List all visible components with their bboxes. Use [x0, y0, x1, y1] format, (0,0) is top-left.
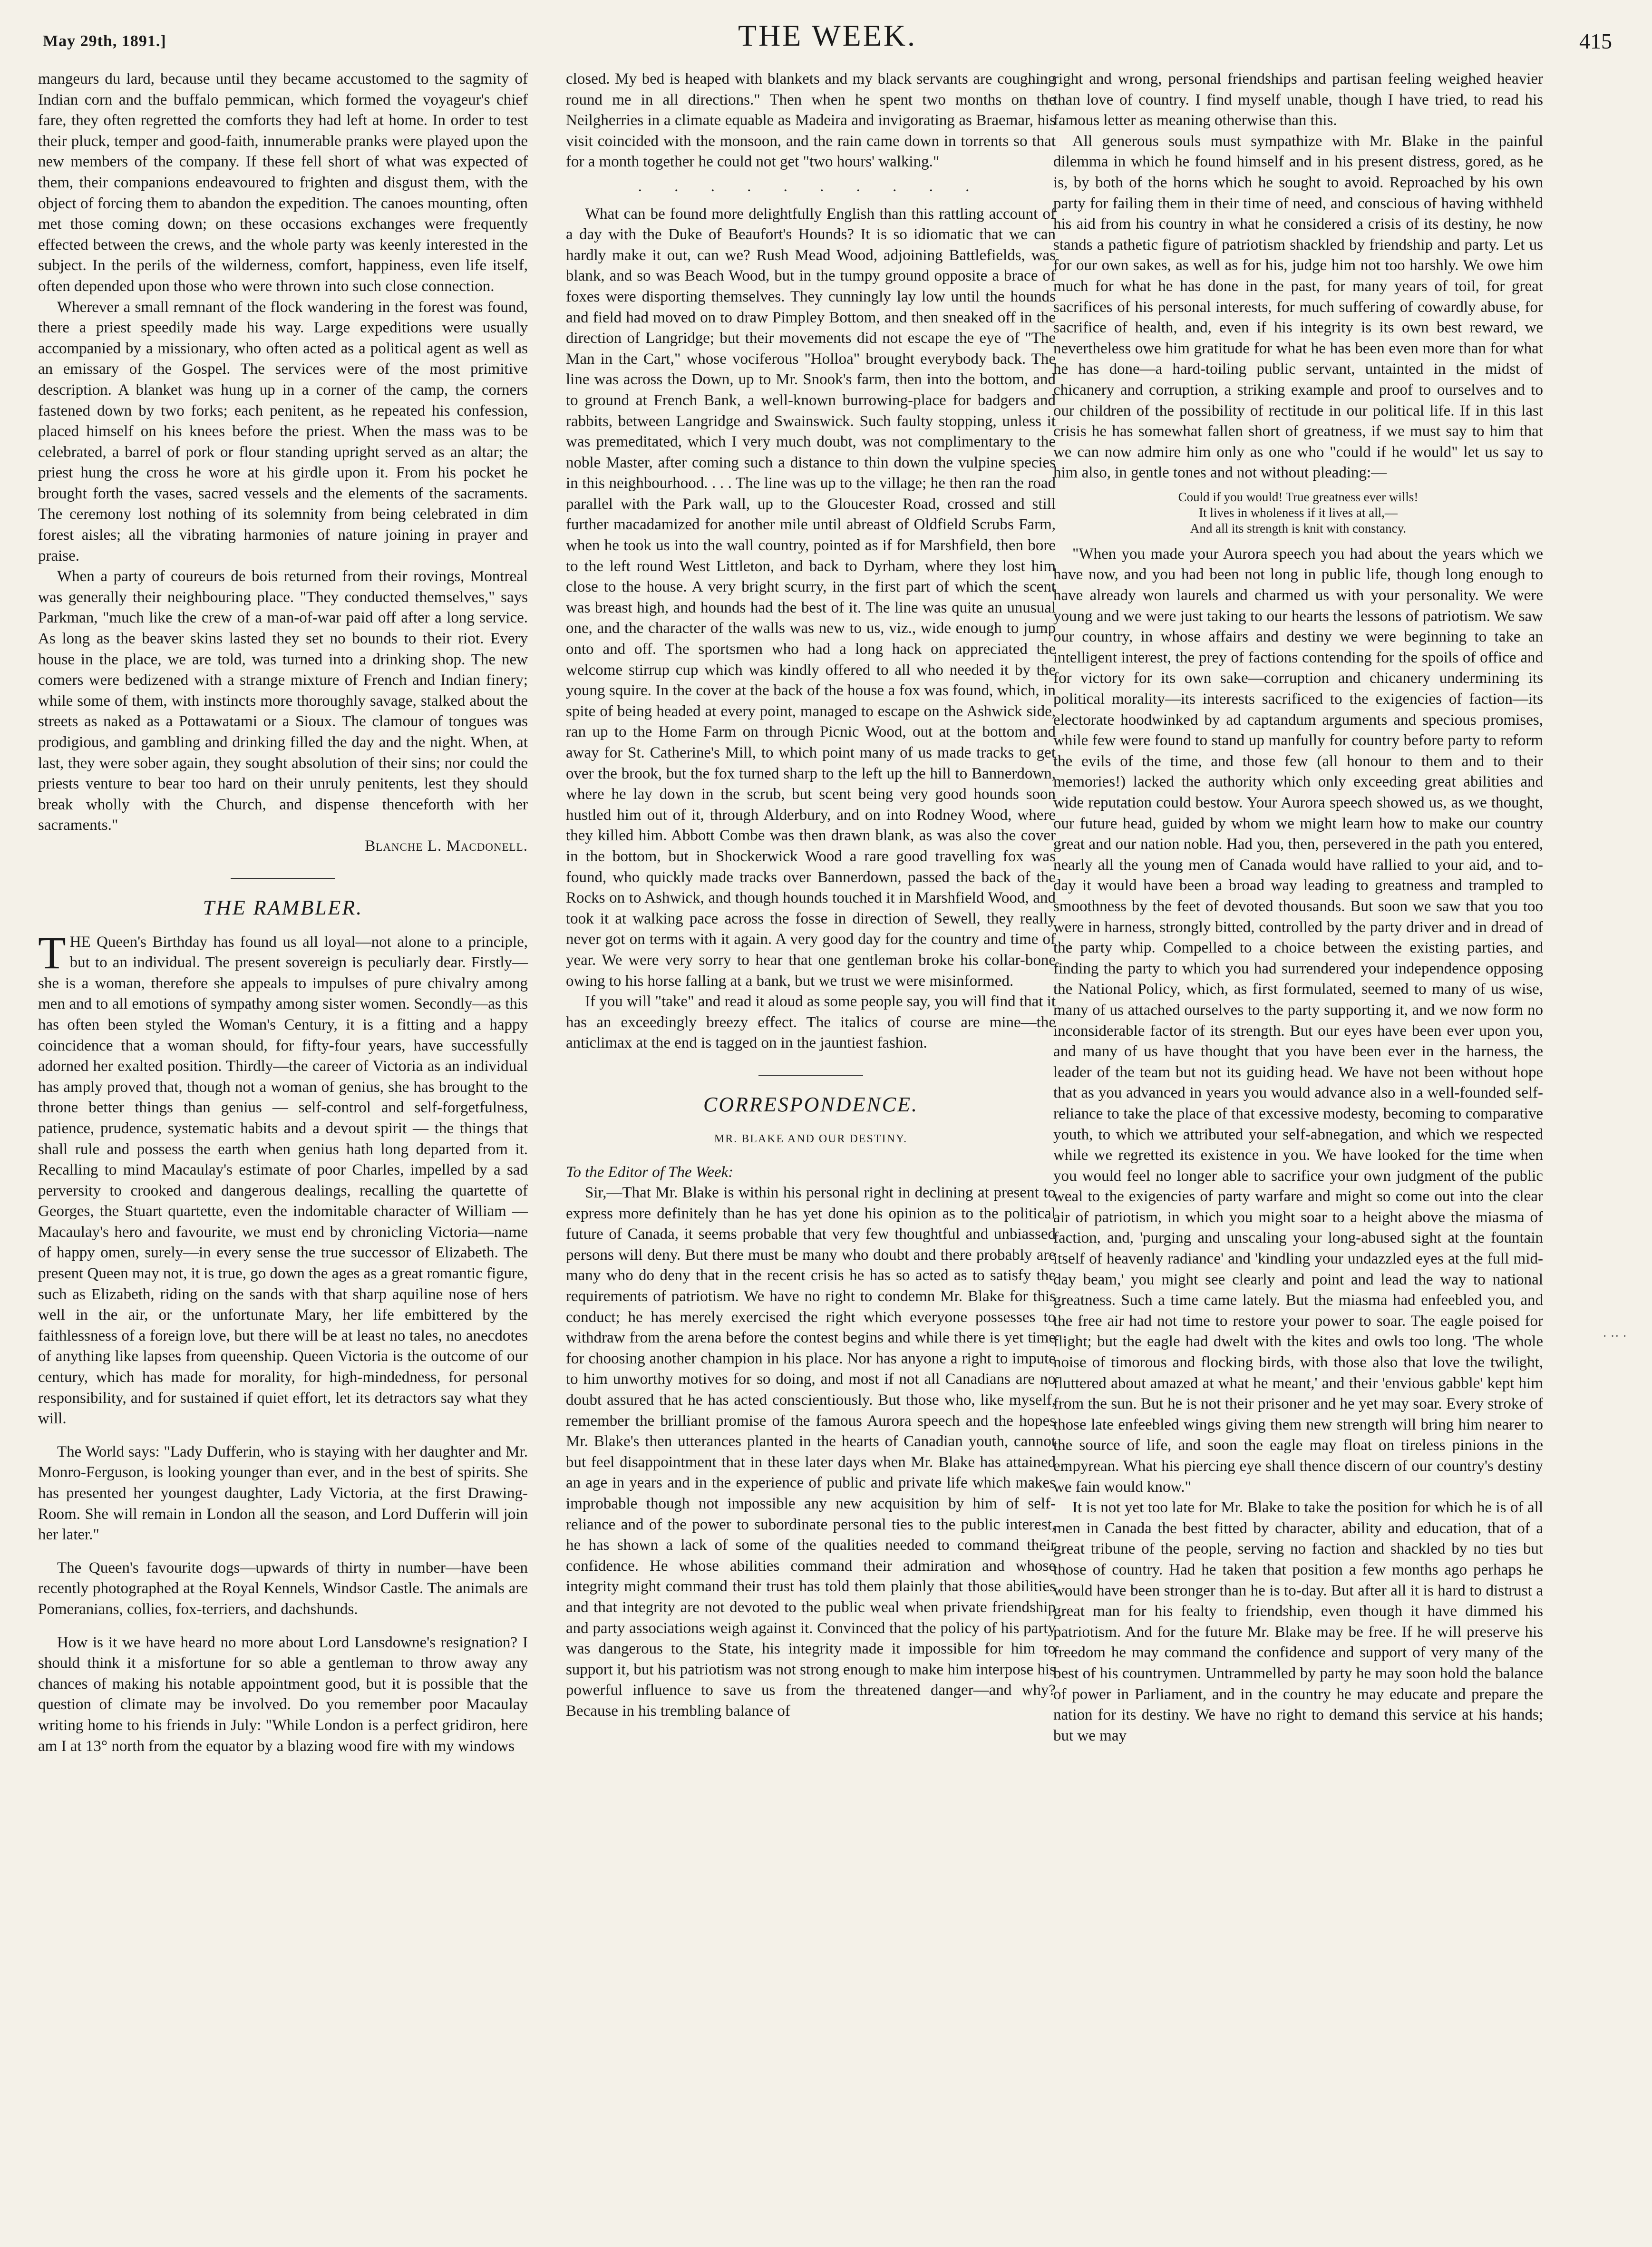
column-3 — [1053, 69, 1543, 1746]
paragraph: "When you made your Aurora speech you had about the years which we have now, and you had been not long in public life, though long enough to have already won laurels and charmed us with your personality. We were young and we were just taking to our hearts the lessons of patriotism. We saw our country, in whose affairs and destiny we were beginning to take an intelligent interest, the prey of factions contending for the spoils of office and for victory for its own sake—corruption and chicanery undermining its political morality—its interests sacrificed to the exigencies of faction—its electorate hoodwinked by ad captandum arguments and specious promises, while few were found to stand up manfully for country before party to reform the evils of the time, and those few (all honour to them and to their memories!) lacked the authority which only exceeding great abilities and wide reputation could bestow. Your Aurora speech showed us, as we thought, our future head, guided by whom we might learn how to make our country great and our nation noble. Had you, then, persevered in the path you entered, nearly all the young men of Canada would have rallied to your aid, and to-day it would have been a broad way leading to greatness and trampled to smoothness by the feet of devoted thousands. But soon we saw that you too were in harness, strongly bitted, controlled by the party driver and in dread of the party whip. Compelled to a choice between the existing parties, and finding the party to which you had surrendered your independence opposing the National Policy, which, as first formulated, seemed to many of us wise, many of us attached ourselves to the party supporting it, and we now form no inconsiderable factor of its strength. But our eyes have been ever upon you, and many of us have thought that you have been ever in the harness, the leader of the team but not its guiding head. We have not been without hope that as you advanced in years you would advance also in a well-founded self-reliance to take the place of that excessive modesty, becoming to comparative youth, to which we attributed your self-abnegation, and which we respected while we regretted its existence in you. We have looked for the time when you would feel no longer able to sacrifice your own judgment of the public weal to the exigencies of party warfare and might so come out into the clear air of patriotism, in which you might soar to a height above the miasma of faction, and, 'purging and unscaling your long-abused sight at the fountain itself of heavenly radiance' and 'kindling your undazzled eyes at the full mid-day beam,' you might see clearly and point and lead the way to national greatness. Such a time came lately. But the miasma had enfeebled you, and the free air had not time to restore your power to soar. The eagle poised for flight; but the eagle had dwelt with the kites and owls too long. 'The whole noise of timorous and flocking birds, with those also that love the twilight, fluttered about amazed at what he meant,' and their 'envious gabble' kept him from the sun. But he is not their prisoner and he yet may soar. Every stroke of those late enfeebled wings giving them new strength will bring him nearer to the source of life, and soon the eagle may float on tireless pinions in the empyrean. What his piercing eye shall thence discern of our country's destiny we fain would know." — [1053, 545, 1543, 1496]
column-2 — [566, 69, 1056, 1722]
masthead-title: THE WEEK. — [738, 19, 917, 52]
paragraph: Wherever a small remnant of the flock wandering in the forest was found, there a priest speedily made his way. Large expeditions were usually accompanied by a missionary, who often acted as a political agent as well as an emissary of the Gospel. The services were of the most primitive description. A blanket was hung up in a corner of the camp, the corners fastened down by two forks; each penitent, as he repeated his confession, placed himself on his knees before the priest. When the mass was to be celebrated, a barrel of pork or flour standing upright served as an altar; the priest hung the cross he wore at his girdle upon it. From his pocket he brought forth the vases, sacred vessels and the elements of the sacraments. The ceremony lost nothing of its solemnity from being celebrated in dim forest aisles; all the vibrating harmonies of nature joining in prayer and praise. — [38, 298, 528, 564]
paragraph: Sir,—That Mr. Blake is within his personal right in declining at present to express more definitely than he has yet done his opinion as to the political future of Canada, it seems probable that very few thoughtful and unbiassed persons will deny. But there must be many who doubt and there probably are many who do deny that in the recent crisis he has so acted as to satisfy the requirements of patriotism. We have no right to condemn Mr. Blake for this conduct; he has merely exercised the right which everyone possesses to withdraw from the arena before the contest begins and while there is yet time for choosing another champion in his place. Nor has anyone a right to impute to him unworthy motives for so doing, and most if not all Canadians are no doubt assured that he has acted conscientiously. But those who, like myself, remember the brilliant promise of the famous Aurora speech and the hopes Mr. Blake's then utterances planted in the hearts of Canadian youth, cannot but feel disappointment that in these later days when Mr. Blake has attained an age in years and in the experience of public and private life which makes improbable though not impossible any new acquisition by him of self-reliance and of the power to subordinate personal ties to the public interest, he has shown a lack of some of the qualities needed to command their confidence. He whose abilities command their admiration and whose integrity might command their trust has told them plainly that those abilities and that integrity are not devoted to the public weal when private friendship and party associations weigh against it. Convinced that the policy of his party was dangerous to the State, his integrity made it impossible for him to support it, but his patriotism was not strong enough to make him interpose his powerful influence to save us from the threatened danger—and why? Because in his trembling balance of — [566, 1184, 1056, 1720]
paragraph: What can be found more delightfully English than this rattling account of a day with the Duke of Beaufort's Hounds? It is so idiomatic that we can hardly make it out, can we? Rush Mead Wood, adjoining Battlefields, was blank, and so was Beach Wood, but in the tumpy ground opposite a brace of foxes were disporting themselves. They cunningly lay low until the hounds and field had moved on to draw Pimpley Bottom, and then sneaked off in the direction of Langridge; but their movements did not escape the eye of "The Man in the Cart," whose vociferous "Holloa" brought everybody back. The line was across the Down, up to Mr. Snook's farm, then into the bottom, and to ground at French Bank, a well-known burrowing-place for badgers and rabbits, between Langridge and Swainswick. Such faulty stopping, unless it was premeditated, which I very much doubt, was not complimentary to the noble Master, after coming such a distance to thin down the vulpine species in this neighbourhood. . . . The line was up to the village; he then ran the road parallel with the Park wall, up to the Gloucester Road, crossed and still further macadamized for another mile until abreast of Oldfield Scrubs Farm, when he took us into the wall country, pointed as if for Marshfield, then bore to the left round West Littleton, and back to Dyrham, where they lost him close to the house. A very bright scurry, in the first part of which the scent was breast high, and hounds had the best of it. The line was quite an unusual one, and the character of the walls was new to us, viz., wide enough to jump onto and off. The sportsmen who had a long hack on appreciated the welcome stirrup cup which was kindly offered to all who needed it by the young squire. In the cover at the back of the house a fox was found, which, in spite of being headed at every point, managed to escape on the Ashwick side, ran up to the Home Farm on through Picnic Wood, out at the bottom and away for St. Catherine's Mill, to which point many of us made tracks to get over the brook, but the fox turned sharp to the left up the hill to Bannerdown, where he lay down in the scrub, but scent being very good hounds soon hustled him out of it, through Alderbury, and on into Rodney Wood, where they killed him. Abbott Combe was then drawn blank, as was also the cover in the bottom, but in Shockerwick Wood a rare good travelling fox was found, who quickly made tracks over Bannerdown, passed the back of the Rocks on to Ashwick, and though hounds touched it in Marshfield Wood, and took it at walking pace across the fosse in direction of Sewell, they really never got on terms with it again. A very good day for the country and time of year. We were very sorry to hear that one gentleman broke his collar-bone owing to his horse falling at a bank, but we trust we were misinformed. — [566, 205, 1056, 990]
paragraph: When a party of coureurs de bois returned from their rovings, Montreal was generally their neighbouring place. "They conducted themselves," says Parkman, "much like the crew of a man-of-war paid off after a long service. As long as the beaver skins lasted they set no bounds to their riot. Every house in the place, we are told, was turned into a drinking shop. The new comers were bedizened with a strange mixture of French and Indian finery; while some of them, with instincts more thoroughly savage, stalked about the streets as naked as a Pottawatami or a Sioux. The clamour of tongues was prodigious, and gambling and drinking filled the day and the night. When, at last, they were sober again, they sought absolution of their sins; nor could the priests venture to bear too hard on their unruly penitents, lest they should break wholly with the Church, and dispense thenceforth with her sacraments." — [38, 568, 528, 834]
paragraph: closed. My bed is heaped with blankets and my black servants are coughing round me in all directions." Then when he spent two months on the Neilgherries in a climate equable as Madeira and invigorating as Braemar, his visit coincided with the monsoon, and the rain came down in torrents so that for a month together he could not get "two hours' walking." — [566, 70, 1056, 171]
paragraph: All generous souls must sympathize with Mr. Blake in the painful dilemma in which he found himself and in his present distress, gored, as he is, by both of the horns which he sought to avoid. Reproached by his own party for failing them in their time of need, and conscious of having withheld his aid from his country in what he considered a crisis of its destiny, he now stands a pathetic figure of patriotism shackled by friendship and party. Let us for our own sakes, as well as for his, judge him not too harshly. We owe him much for what he has done in the past, for many years of toil, for great sacrifices of his personal interests, for much suffering of cowardly abuse, for sacrifice of health, and, even if his integrity is its own best reward, we nevertheless owe him gratitude for what he has been even more than for what he has done—a hard-toiling public servant, untainted in the midst of chicanery and corruption, a striking example and proof to ourselves and to our children of the possibility of rectitude in our political life. If in this last crisis he has somewhat fallen short of greatness, if we must say to him that we can now admire him only as one who "could if he would" let us say to him also, in gentle tones and not without pleading:— — [1053, 132, 1543, 482]
paragraph-text: HE Queen's Birthday has found us all loyal—not alone to a principle, but to an individual. The present sovereign is peculiarly dear. Firstly—she is a woman, therefore she appeals to impulses of pure chivalry among men and to all emotions of sympathy among sister women. Secondly—as this has often been styled the Woman's Century, it is a fitting and a happy coincidence that a woman should, for fifty-four years, have successfully adorned her exalted position. Thirdly—the career of Victoria as an individual has amply proved that, though not a woman of genius, she has brought to the throne better things than genius — self-control and self-forgetfulness, patience, prudence, systematic habits and a devout spirit — the things that shall rule and possess the earth when genius hath long departed from it. Recalling to mind Macaulay's estimate of poor Charles, impelled by a sad perversity to crooked and dangerous dealings, recalling the quartette of Georges, the Stuart quartette, even the indomitable character of William — Macaulay's hero and favourite, we must end by chronicling Victoria—name of happy omen, surely—in every sense the true successor of Elizabeth. The present Queen may not, it is true, go down the ages as a great romantic figure, such as Elizabeth, riding on the sands with that sharp aquiline nose of hers well in the air, or the unfortunate Mary, her life embittered by the faithlessness of a foreign love, but there will be at least no tales, no anecdotes of anything like lapses from queenship. Queen Victoria is the outcome of our century, which has made for morality, for high-mindedness, for personal responsibility, and for sustained if quiet effort, let its detractors say what they will. — [38, 933, 528, 1428]
poem-line: It lives in wholeness if it lives at all,— — [1199, 505, 1398, 520]
paragraph: The Queen's favourite dogs—upwards of thirty in number—have been recently photographed at the Royal Kennels, Windsor Castle. The animals are Pomeranians, collies, fox-terriers, and dachshunds. — [38, 1559, 528, 1618]
paragraph: It is not yet too late for Mr. Blake to take the position for which he is of all men in Canada the best fitted by character, ability and education, that of a great tribune of the people, serving no faction and shackled by no ties but those of country. Had he taken that position a few months ago perhaps he would have been stronger than he is to-day. But after all it is hard to distrust a great man for his fealty to friendship, even though it have dimmed his patriotism. And for the future Mr. Blake may be free. If he will preserve his freedom he may command the confidence and support of very many of the best of his countrymen. Untrammelled by party he may soon hold the balance of power in Parliament, and in the country he may educate and prepare the nation for its destiny. We have no right to demand this service at his hands; but we may — [1053, 1499, 1543, 1744]
section-divider — [231, 878, 335, 879]
issue-date: May 29th, 1891.] — [43, 32, 166, 50]
poem-quote — [1053, 489, 1543, 536]
poem-line: Could if you would! True greatness ever wills! — [1178, 489, 1419, 504]
paragraph: If you will "take" and read it aloud as some people say, you will find that it has an exceedingly breezy effect. The italics of course are mine—the anticlimax at the end is tagged on in the jauntiest fashion. — [566, 993, 1056, 1052]
rambler-heading: THE RAMBLER. — [203, 895, 363, 919]
paragraph: How is it we have heard no more about Lord Lansdowne's resignation? I should think it a misfortune for so able a gentleman to throw away any chances of making his notable appointment good, but it is possible that the question of climate may be involved. Do you remember poor Macaulay writing home to his friends in July: "While London is a perfect gridiron, here am I at 13° north from the equator by a blazing wood fire with my windows — [38, 1634, 528, 1755]
poem-line: And all its strength is knit with constancy. — [1190, 521, 1407, 535]
section-divider — [758, 1075, 863, 1076]
letter-subheading: MR. BLAKE AND OUR DESTINY. — [714, 1132, 908, 1145]
page-number: 415 — [1579, 29, 1612, 53]
paragraph — [38, 927, 528, 1430]
column-1 — [38, 69, 528, 1757]
margin-mark: · ·· · — [1603, 1329, 1627, 1344]
salutation: To the Editor of The Week: — [566, 1163, 734, 1181]
ellipsis-separator: . . . . . . . . . . — [638, 177, 984, 195]
paragraph: The World says: "Lady Dufferin, who is staying with her daughter and Mr. Monro-Ferguson, is looking younger than ever, and in the best of spirits. She has presented her youngest daughter, Lady Victoria, at the first Drawing-Room. She will remain in London all the season, and Lord Dufferin will join her later." — [38, 1443, 528, 1544]
author-signature: Blanche L. Macdonell. — [365, 837, 528, 855]
page-header — [43, 18, 1612, 56]
paragraph: mangeurs du lard, because until they became accustomed to the sagmity of Indian corn and the buffalo pemmican, which formed the voyageur's chief fare, they often regretted the comforts they had left at home. In order to test their pluck, temper and good-faith, innumerable pranks were played upon the new members of the company. If these fell short of what was expected of them, their companions endeavoured to frighten and disgust them, with the object of forcing them to abandon the expedition. The canoes mounting, often met those coming down; on these occasions exchanges were frequently effected between the crews, and the whole party was keenly interested in the subject. In the perils of the wilderness, comfort, happiness, even life itself, often depended upon those who were thrown into such close connection. — [38, 70, 528, 295]
correspondence-heading: CORRESPONDENCE. — [703, 1092, 918, 1116]
drop-cap: T — [38, 927, 66, 978]
paragraph: right and wrong, personal friendships and partisan feeling weighed heavier than love of country. I find myself unable, though I have tried, to read his famous letter as meaning otherwise than this. — [1053, 70, 1543, 129]
